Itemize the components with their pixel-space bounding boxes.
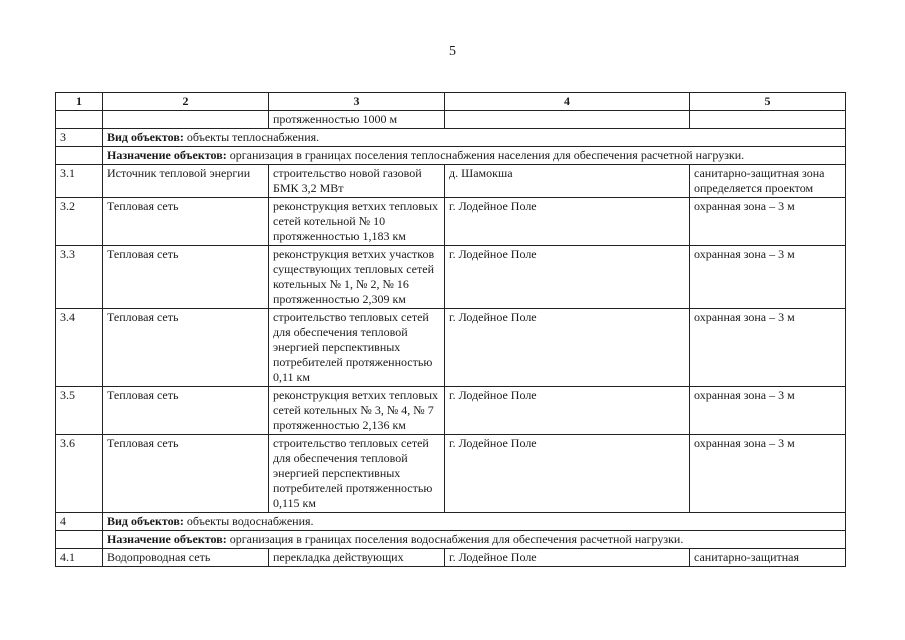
header-cell-1: 1 (56, 93, 103, 111)
row-number: 3.1 (56, 165, 103, 198)
row-number: 4.1 (56, 549, 103, 567)
object-zone: охранная зона – 3 м (690, 309, 846, 387)
row-number: 3.3 (56, 246, 103, 309)
table-row (56, 309, 846, 387)
object-location: г. Лодейное Поле (445, 246, 690, 309)
object-location: г. Лодейное Поле (445, 198, 690, 246)
row-number: 3.2 (56, 198, 103, 246)
object-name: Тепловая сеть (103, 435, 269, 513)
purpose-label: Назначение объектов: (107, 532, 227, 546)
table-row (56, 549, 846, 567)
object-name: Тепловая сеть (103, 246, 269, 309)
kind-text: объекты теплоснабжения. (183, 130, 320, 144)
table-row (56, 165, 846, 198)
continuation-text: протяженностью 1000 м (269, 111, 445, 129)
table-row (56, 246, 846, 309)
object-description: перекладка действующих (269, 549, 445, 567)
object-zone: охранная зона – 3 м (690, 387, 846, 435)
object-description: строительство новой газовой БМК 3,2 МВт (269, 165, 445, 198)
object-zone: охранная зона – 3 м (690, 246, 846, 309)
object-zone: охранная зона – 3 м (690, 198, 846, 246)
object-description: строительство тепловых сетей для обеспечения тепловой энергией перспективных потребителей протяженностью 0,115 км (269, 435, 445, 513)
purpose-text: организация в границах поселения водоснабжения для обеспечения расчетной нагрузки. (226, 532, 684, 546)
object-location: г. Лодейное Поле (445, 435, 690, 513)
kind-text: объекты водоснабжения. (183, 514, 314, 528)
object-name: Водопроводная сеть (103, 549, 269, 567)
table-row (56, 435, 846, 513)
row-number: 3.5 (56, 387, 103, 435)
object-location: д. Шамокша (445, 165, 690, 198)
object-zone: санитарно-защитная (690, 549, 846, 567)
header-cell-3: 3 (269, 93, 445, 111)
section-3-kind-row (56, 129, 846, 147)
object-name: Тепловая сеть (103, 387, 269, 435)
header-cell-5: 5 (690, 93, 846, 111)
page-number: 5 (449, 44, 456, 59)
section-number: 4 (56, 513, 103, 531)
table-row (56, 198, 846, 246)
header-cell-2: 2 (103, 93, 269, 111)
section-4-purpose-row (56, 531, 846, 549)
kind-label: Вид объектов: (107, 130, 184, 144)
object-description: реконструкция ветхих участков существующих тепловых сетей котельных № 1, № 2, № 16 протяженностью 2,309 км (269, 246, 445, 309)
object-name: Тепловая сеть (103, 198, 269, 246)
object-description: строительство тепловых сетей для обеспечения тепловой энергией перспективных потребителей протяженностью 0,11 км (269, 309, 445, 387)
object-zone: санитарно-защитная зона определяется проектом (690, 165, 846, 198)
kind-label: Вид объектов: (107, 514, 184, 528)
object-description: реконструкция ветхих тепловых сетей котельных № 3, № 4, № 7 протяженностью 2,136 км (269, 387, 445, 435)
section-kind (103, 129, 846, 147)
section-3-purpose-row (56, 147, 846, 165)
object-location: г. Лодейное Поле (445, 309, 690, 387)
purpose-text: организация в границах поселения теплоснабжения населения для обеспечения расчетной нагрузки. (226, 148, 745, 162)
objects-table (55, 92, 846, 567)
section-kind (103, 513, 846, 531)
row-number: 3.6 (56, 435, 103, 513)
table-row (56, 387, 846, 435)
continuation-row (56, 111, 846, 129)
header-cell-4: 4 (445, 93, 690, 111)
object-name: Источник тепловой энергии (103, 165, 269, 198)
purpose-label: Назначение объектов: (107, 148, 227, 162)
section-4-kind-row (56, 513, 846, 531)
object-name: Тепловая сеть (103, 309, 269, 387)
object-zone: охранная зона – 3 м (690, 435, 846, 513)
section-number: 3 (56, 129, 103, 147)
row-number: 3.4 (56, 309, 103, 387)
object-description: реконструкция ветхих тепловых сетей котельной № 10 протяженностью 1,183 км (269, 198, 445, 246)
section-purpose (103, 531, 846, 549)
object-location: г. Лодейное Поле (445, 387, 690, 435)
section-purpose (103, 147, 846, 165)
header-row (56, 93, 846, 111)
object-location: г. Лодейное Поле (445, 549, 690, 567)
